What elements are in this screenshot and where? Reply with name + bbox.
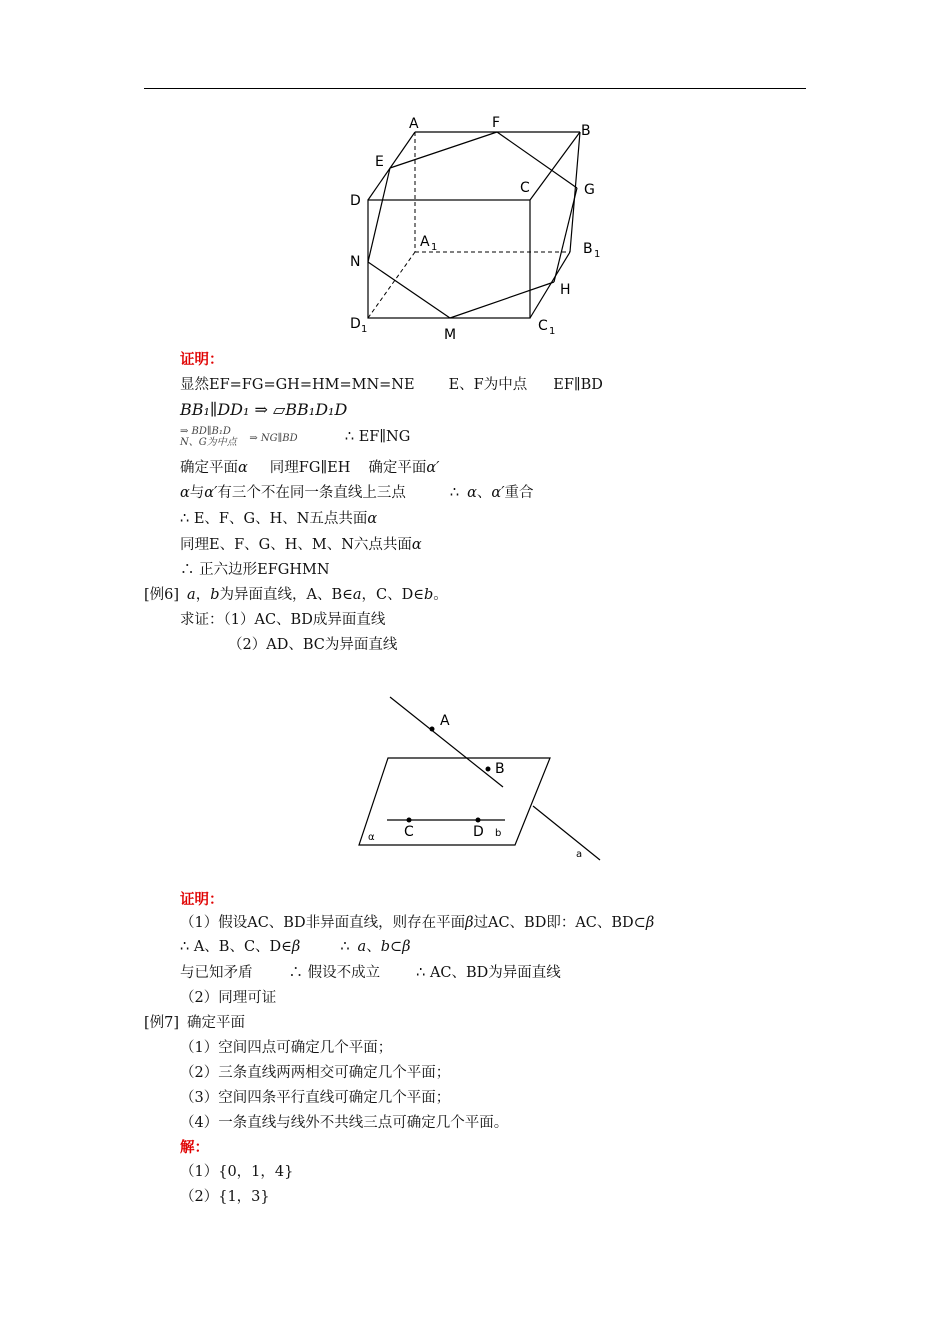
label-B: B bbox=[581, 123, 591, 139]
label-C: C bbox=[520, 180, 530, 196]
proof1-l5i: 重合 bbox=[504, 485, 534, 501]
proof2-l2c: ∴ bbox=[340, 939, 350, 955]
proof1-line8: ∴ 正六边形EFGHMN bbox=[180, 562, 330, 578]
ex6-end: 。 bbox=[433, 587, 448, 603]
skew-lines-figure bbox=[350, 690, 610, 870]
proof2-l1a: （1）假设AC、BD非异面直线，则存在平面 bbox=[180, 915, 466, 931]
ex6-statement bbox=[144, 585, 448, 605]
proof1-l3c: ⇒ NG∥BD bbox=[249, 433, 298, 444]
proof1-l1a: 显然EF=FG=GH=HM=MN=NE bbox=[180, 377, 415, 393]
ex6-tag: [例6] bbox=[144, 587, 180, 603]
proof1-l7a: 同理E、F、G、H、M、N六点共面 bbox=[180, 537, 412, 553]
proof2-l2b: β bbox=[291, 939, 301, 955]
proof2-l3b: ∴ 假设不成立 bbox=[288, 965, 381, 981]
proof2-l2h: β bbox=[402, 939, 411, 955]
label-N: N bbox=[350, 254, 361, 270]
ex6-b2: b bbox=[424, 587, 434, 603]
proof1-l4c: 同理FG∥EH bbox=[269, 460, 351, 476]
proof1-l5g: 、 bbox=[476, 485, 492, 501]
ex6-prove1: 求证：（1）AC、BD成异面直线 bbox=[180, 612, 386, 628]
label-b: b bbox=[495, 828, 502, 839]
proof1-l5a: α bbox=[180, 485, 190, 501]
proof1-l1c: EF∥BD bbox=[553, 377, 603, 393]
ex6-a: a bbox=[187, 587, 196, 603]
proof1-l3b: N、G为中点 bbox=[180, 437, 237, 448]
label-D1-sub: 1 bbox=[361, 324, 368, 335]
label-C: C bbox=[404, 824, 414, 840]
proof2-l1c: 过AC、BD即：AC、BD⊂ bbox=[473, 915, 646, 931]
proof1-line7 bbox=[180, 535, 422, 555]
proof1-l1b: E、F为中点 bbox=[448, 377, 528, 393]
proof1-line2: BB₁∥DD₁ ⇒ ▱BB₁D₁D bbox=[180, 400, 348, 419]
label-A: A bbox=[440, 713, 450, 729]
proof1-heading: 证明： bbox=[180, 351, 224, 368]
ex7-a2: （2）{1，3} bbox=[180, 1189, 270, 1205]
label-B: B bbox=[495, 761, 505, 777]
proof2-l1b: β bbox=[465, 915, 474, 931]
proof1-line3 bbox=[180, 426, 410, 454]
ex7-q2: （2）三条直线两两相交可确定几个平面； bbox=[180, 1065, 451, 1081]
proof1-l4a: 确定平面 bbox=[180, 460, 238, 476]
ex6-b: b bbox=[210, 587, 220, 603]
label-G: G bbox=[584, 182, 595, 198]
proof2-l2e: 、 bbox=[366, 939, 381, 955]
proof2-heading: 证明： bbox=[180, 891, 224, 908]
label-D: D bbox=[350, 193, 361, 209]
proof1-line1 bbox=[180, 375, 603, 395]
label-H: H bbox=[560, 282, 571, 298]
proof2-l2f: b bbox=[380, 939, 390, 955]
ex6-mid: 为异面直线，A、B∈ bbox=[219, 587, 353, 603]
label-a: a bbox=[576, 849, 583, 860]
proof1-l4e: α′ bbox=[426, 460, 440, 476]
proof1-l3a: ⇒ BD∥B₁D bbox=[180, 426, 231, 437]
proof2-l2d: a bbox=[357, 939, 367, 955]
label-D1: D bbox=[350, 316, 361, 332]
proof1-line6 bbox=[180, 509, 377, 529]
proof1-l4d: 确定平面 bbox=[368, 460, 427, 476]
ex7-title: 确定平面 bbox=[187, 1015, 246, 1031]
proof1-l5c: α′ bbox=[204, 485, 218, 501]
label-A: A bbox=[409, 116, 419, 132]
label-alpha: α bbox=[368, 832, 375, 843]
proof2-line1 bbox=[180, 913, 654, 933]
label-A1: A bbox=[420, 234, 430, 250]
ex7-q4: （4）一条直线与线外不共线三点可确定几个平面。 bbox=[180, 1115, 509, 1131]
proof2-l1d: β bbox=[645, 915, 655, 931]
ex7-tag: [例7] bbox=[144, 1015, 180, 1031]
proof1-l5d: 有三个不在同一条直线上三点 bbox=[217, 485, 406, 501]
ex6-prove2: （2）AD、BC为异面直线 bbox=[228, 637, 398, 653]
ex7-q3: （3）空间四条平行直线可确定几个平面； bbox=[180, 1090, 451, 1106]
proof1-l4b: α bbox=[238, 460, 248, 476]
proof1-l5h: α′ bbox=[491, 485, 505, 501]
label-D: D bbox=[473, 824, 484, 840]
proof2-line3 bbox=[180, 963, 561, 983]
proof2-l2a: ∴ A、B、C、D∈ bbox=[180, 939, 292, 955]
label-F: F bbox=[492, 115, 501, 131]
cube-figure bbox=[340, 110, 600, 350]
ex6-a2: a bbox=[352, 587, 362, 603]
proof1-l5b: 与 bbox=[189, 485, 205, 501]
ex6-mid2: ，C、D∈ bbox=[361, 587, 424, 603]
proof1-l3d: ∴ EF∥NG bbox=[344, 429, 411, 445]
proof2-l2g: ⊂ bbox=[390, 939, 403, 955]
label-C1: C bbox=[538, 318, 548, 334]
proof1-line5 bbox=[180, 483, 534, 503]
proof1-l3-stack bbox=[180, 426, 237, 448]
proof2-l3c: ∴ AC、BD为异面直线 bbox=[416, 965, 561, 981]
proof1-l7b: α bbox=[411, 537, 422, 553]
proof1-line4 bbox=[180, 458, 439, 478]
proof1-l6a: ∴ E、F、G、H、N五点共面 bbox=[180, 511, 368, 527]
ex7-a1: （1）{0，1，4} bbox=[180, 1164, 294, 1180]
ex6-sep: ， bbox=[195, 587, 211, 603]
label-C1-sub: 1 bbox=[549, 326, 556, 337]
label-B1-sub: 1 bbox=[594, 249, 600, 260]
proof2-line2 bbox=[180, 937, 411, 957]
proof1-l6b: α bbox=[367, 511, 378, 527]
ex7-statement bbox=[144, 1013, 245, 1033]
label-M: M bbox=[444, 327, 457, 343]
proof1-l5e: ∴ bbox=[449, 485, 460, 501]
label-A1-sub: 1 bbox=[431, 242, 438, 253]
ex7-q1: （1）空间四点可确定几个平面； bbox=[180, 1040, 393, 1056]
label-E: E bbox=[375, 154, 384, 170]
label-B1: B bbox=[583, 241, 593, 257]
proof2-line4: （2）同理可证 bbox=[180, 990, 277, 1006]
proof1-l5f: α bbox=[467, 485, 477, 501]
ex7-solution-heading: 解： bbox=[180, 1139, 209, 1156]
header-rule bbox=[144, 88, 806, 89]
proof2-l3a: 与已知矛盾 bbox=[180, 965, 253, 981]
